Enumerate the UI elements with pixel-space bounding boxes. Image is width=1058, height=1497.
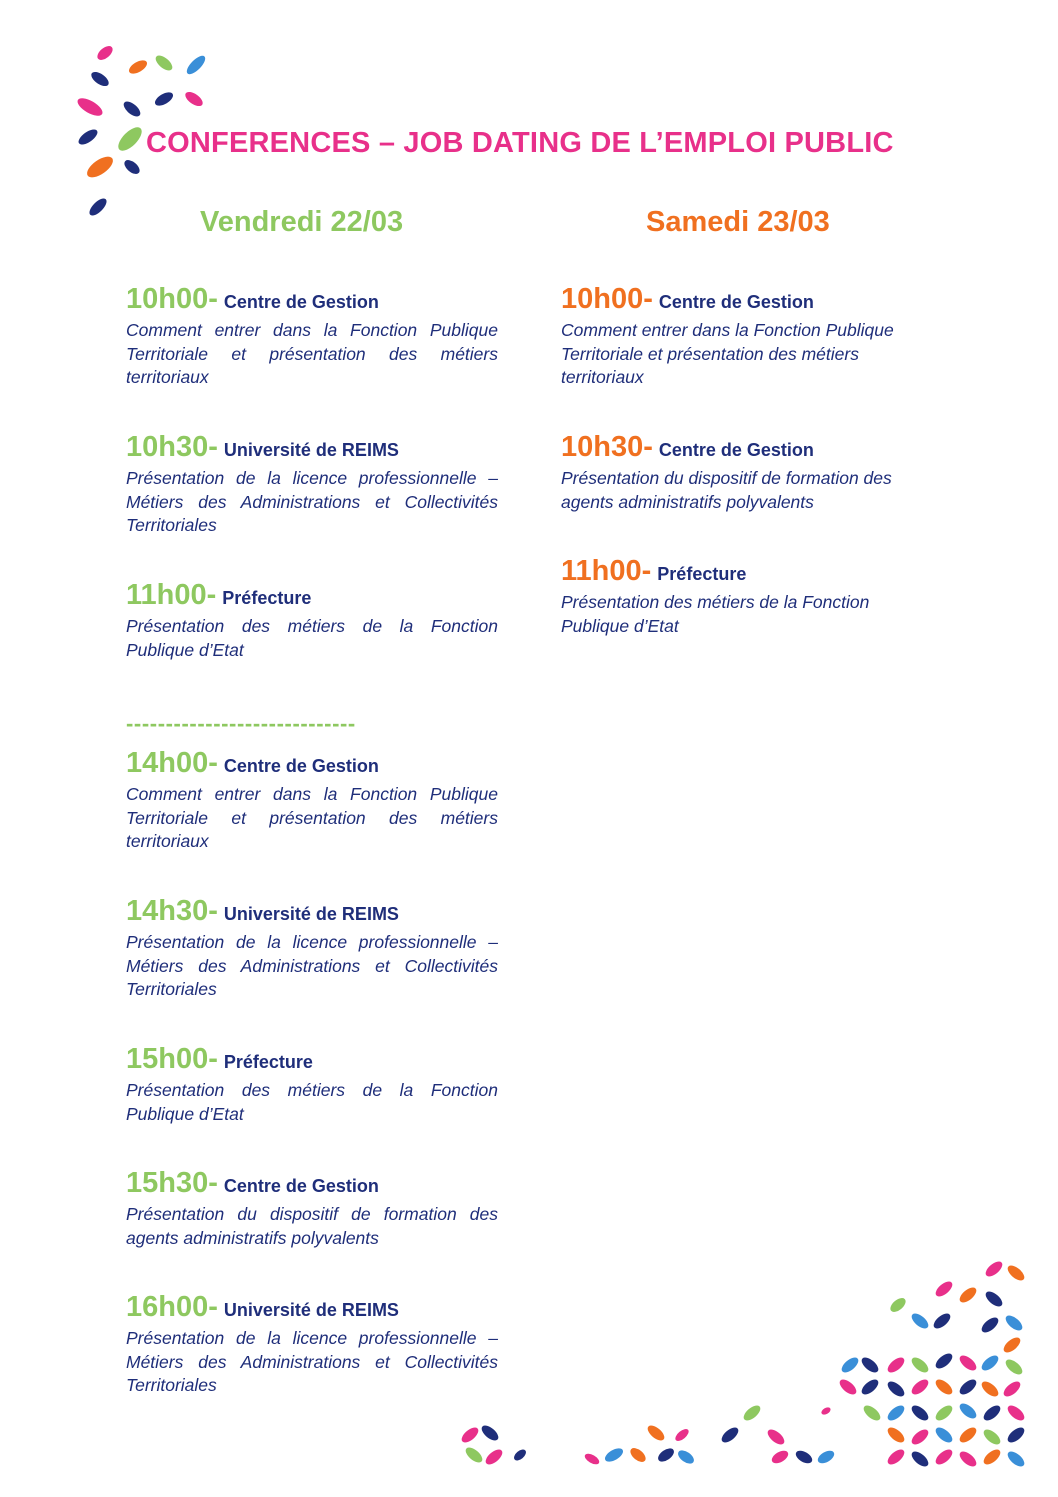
event-time: 11h00-: [561, 555, 652, 587]
event-description: Comment entrer dans la Fonction Publique Territoriale et présentation des métiers territoriaux: [561, 320, 894, 388]
schedule-item: [561, 431, 933, 555]
schedule-item: [126, 1291, 498, 1439]
event-organizer: Centre de Gestion: [223, 756, 379, 776]
schedule-item: [126, 579, 498, 727]
event-time: 14h30-: [126, 895, 218, 927]
event-description: Présentation du dispositif de formation des agents administratifs polyvalents: [126, 1204, 498, 1248]
page-title: CONFERENCES – JOB DATING DE L’EMPLOI PUBLIC: [146, 127, 894, 159]
schedule-item: [561, 555, 933, 703]
event-organizer: Université de REIMS: [223, 1300, 399, 1320]
event-organizer: Centre de Gestion: [658, 292, 814, 312]
event-description: Présentation des métiers de la Fonction Publique d’Etat: [126, 1080, 498, 1124]
event-description: Présentation des métiers de la Fonction Publique d’Etat: [126, 616, 498, 660]
event-organizer: Préfecture: [657, 564, 747, 584]
event-organizer: Université de REIMS: [223, 440, 399, 460]
event-time: 11h00-: [126, 579, 217, 611]
event-organizer: Préfecture: [222, 588, 312, 608]
day-heading-saturday: Samedi 23/03: [646, 206, 830, 238]
event-organizer: Centre de Gestion: [223, 292, 379, 312]
event-description: Comment entrer dans la Fonction Publique Territoriale et présentation des métiers territoriaux: [126, 784, 498, 852]
event-time: 15h00-: [126, 1043, 218, 1075]
event-organizer: Centre de Gestion: [658, 440, 814, 460]
schedule-item: [126, 283, 498, 431]
schedule-item: [126, 1043, 498, 1167]
event-description: Présentation de la licence professionnelle – Métiers des Administrations et Collectivités Territoriales: [126, 468, 498, 536]
event-time: 10h00-: [126, 283, 218, 315]
event-organizer: Université de REIMS: [223, 904, 399, 924]
schedule-item: [126, 431, 498, 579]
schedule-item: [126, 1167, 498, 1291]
day-heading-friday: Vendredi 22/03: [200, 206, 404, 238]
event-organizer: Préfecture: [223, 1052, 313, 1072]
leaf-decoration-bottom: [450, 1255, 1050, 1485]
event-time: 15h30-: [126, 1167, 218, 1199]
event-description: Comment entrer dans la Fonction Publique Territoriale et présentation des métiers territoriaux: [126, 320, 498, 388]
event-description: Présentation des métiers de la Fonction Publique d’Etat: [561, 592, 870, 636]
schedule-item: [126, 895, 498, 1043]
event-description: Présentation du dispositif de formation des agents administratifs polyvalents: [561, 468, 892, 512]
event-time: 10h30-: [126, 431, 218, 463]
event-time: 14h00-: [126, 747, 218, 779]
event-time: 10h30-: [561, 431, 653, 463]
event-time: 10h00-: [561, 283, 653, 315]
event-organizer: Centre de Gestion: [223, 1176, 379, 1196]
event-description: Présentation de la licence professionnelle – Métiers des Administrations et Collectivités Territoriales: [126, 932, 498, 1000]
event-time: 16h00-: [126, 1291, 218, 1323]
friday-schedule: [126, 283, 498, 1439]
event-description: Présentation de la licence professionnelle – Métiers des Administrations et Collectivités Territoriales: [126, 1328, 498, 1396]
schedule-item: [126, 747, 498, 895]
schedule-item: [561, 283, 933, 431]
saturday-schedule: [561, 283, 933, 703]
morning-afternoon-separator: -----------------------------: [126, 711, 356, 736]
